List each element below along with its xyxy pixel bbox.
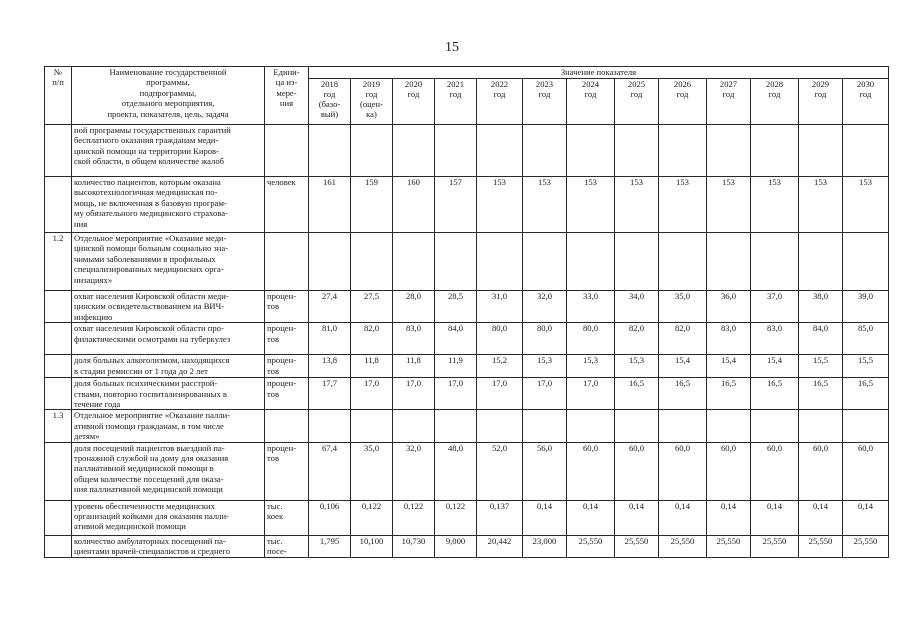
indicator-value: 28,0 (393, 291, 435, 323)
indicator-value: 0,122 (351, 500, 393, 535)
indicator-value: 82,0 (351, 323, 393, 355)
indicator-name: доля больных алкоголизмом, находящихся в стадии ремиссии от 1 года до 2 лет (72, 355, 265, 378)
header-year: 2028 год (751, 79, 799, 125)
indicator-value (659, 125, 707, 177)
indicator-value: 9,000 (435, 535, 477, 557)
indicator-name: Отдельное мероприятие «Оказание палли- ативной помощи гражданам, в том числе детям» (72, 410, 265, 442)
indicator-value: 28,5 (435, 291, 477, 323)
header-year: 2029 год (799, 79, 843, 125)
indicator-value (707, 233, 751, 291)
header-year: 2022 год (477, 79, 523, 125)
indicator-value: 83,0 (393, 323, 435, 355)
indicator-value: 25,550 (799, 535, 843, 557)
indicator-value (707, 410, 751, 442)
indicator-value (659, 233, 707, 291)
indicator-value: 85,0 (843, 323, 889, 355)
indicator-value: 15,3 (567, 355, 615, 378)
indicator-value: 15,5 (799, 355, 843, 378)
indicator-value: 15,4 (751, 355, 799, 378)
indicator-value: 32,0 (393, 442, 435, 500)
unit-of-measure (265, 125, 309, 177)
indicator-value: 0,122 (435, 500, 477, 535)
indicator-value: 31,0 (477, 291, 523, 323)
indicator-value: 0,14 (523, 500, 567, 535)
indicator-value: 15,3 (523, 355, 567, 378)
indicator-value: 153 (567, 177, 615, 233)
indicator-name: охват населения Кировской области про- филактическими осмотрами на туберкулез (72, 323, 265, 355)
indicator-value: 16,5 (751, 378, 799, 410)
header-year: 2021 год (435, 79, 477, 125)
indicator-value: 80,0 (567, 323, 615, 355)
indicator-value: 11,8 (351, 355, 393, 378)
header-name: Наименование государственной программы, подпрограммы, отдельного мероприятия, проекта, показателя, цель, задача (72, 67, 265, 125)
indicator-value: 67,4 (309, 442, 351, 500)
unit-of-measure: процен- тов (265, 323, 309, 355)
indicator-value: 153 (799, 177, 843, 233)
indicator-value: 80,0 (477, 323, 523, 355)
row-number: 1.3 (45, 410, 72, 442)
indicator-value: 17,0 (351, 378, 393, 410)
row-number (45, 355, 72, 378)
indicator-value: 15,3 (615, 355, 659, 378)
indicator-value (435, 233, 477, 291)
indicator-value (523, 410, 567, 442)
indicator-table (44, 66, 889, 558)
indicator-value: 84,0 (799, 323, 843, 355)
indicator-value: 16,5 (799, 378, 843, 410)
indicator-name: количество пациентов, которым оказана высокотехнологичная медицинская по- мощь, не включенная в базовую програм- му обязательного медицинского страхова- ния (72, 177, 265, 233)
indicator-value: 16,5 (707, 378, 751, 410)
indicator-value: 157 (435, 177, 477, 233)
indicator-value: 1,795 (309, 535, 351, 557)
indicator-value: 27,5 (351, 291, 393, 323)
indicator-value: 160 (393, 177, 435, 233)
indicator-value (477, 125, 523, 177)
unit-of-measure: тыс. коек (265, 500, 309, 535)
indicator-value (435, 410, 477, 442)
row-number (45, 378, 72, 410)
indicator-value: 48,0 (435, 442, 477, 500)
indicator-value: 0,14 (615, 500, 659, 535)
table-row (45, 378, 889, 410)
indicator-value (843, 125, 889, 177)
row-number: 1.2 (45, 233, 72, 291)
unit-of-measure (265, 233, 309, 291)
table-row (45, 291, 889, 323)
indicator-value: 15,4 (659, 355, 707, 378)
indicator-value (477, 410, 523, 442)
indicator-value (351, 125, 393, 177)
indicator-value: 80,0 (523, 323, 567, 355)
indicator-value: 37,0 (751, 291, 799, 323)
indicator-value (843, 233, 889, 291)
table-row (45, 535, 889, 557)
indicator-value: 32,0 (523, 291, 567, 323)
row-number (45, 323, 72, 355)
indicator-value: 161 (309, 177, 351, 233)
indicator-value: 0,14 (707, 500, 751, 535)
indicator-value (799, 410, 843, 442)
row-number (45, 535, 72, 557)
indicator-value: 0,14 (799, 500, 843, 535)
header-year: 2024 год (567, 79, 615, 125)
indicator-value: 25,550 (567, 535, 615, 557)
indicator-value: 153 (615, 177, 659, 233)
indicator-value: 16,5 (615, 378, 659, 410)
indicator-value (751, 233, 799, 291)
indicator-value: 60,0 (843, 442, 889, 500)
indicator-value: 60,0 (659, 442, 707, 500)
indicator-value: 60,0 (615, 442, 659, 500)
page-number: 15 (445, 40, 459, 55)
indicator-value: 17,0 (567, 378, 615, 410)
indicator-value: 11,9 (435, 355, 477, 378)
indicator-value: 27,4 (309, 291, 351, 323)
indicator-value (393, 410, 435, 442)
indicator-value: 17,0 (523, 378, 567, 410)
indicator-value: 153 (659, 177, 707, 233)
table-row (45, 125, 889, 177)
header-year: 2025 год (615, 79, 659, 125)
indicator-value (615, 410, 659, 442)
indicator-value: 84,0 (435, 323, 477, 355)
header-year: 2023 год (523, 79, 567, 125)
header-year: 2027 год (707, 79, 751, 125)
header-unit: Едини- ца из- мере- ния (265, 67, 309, 125)
indicator-value: 81,0 (309, 323, 351, 355)
indicator-value: 82,0 (615, 323, 659, 355)
indicator-value (477, 233, 523, 291)
indicator-value (751, 125, 799, 177)
header-num: № п/п (45, 67, 72, 125)
indicator-value: 0,137 (477, 500, 523, 535)
indicator-name: доля больных психическими расстрой- ствами, повторно госпитализированных в течение года (72, 378, 265, 410)
header-year: 2026 год (659, 79, 707, 125)
unit-of-measure: процен- тов (265, 378, 309, 410)
indicator-name: уровень обеспеченности медицинских организаций койками для оказания палли- ативной медицинской помощи (72, 500, 265, 535)
indicator-value: 25,550 (843, 535, 889, 557)
header-year: 2019 год (оцен- ка) (351, 79, 393, 125)
indicator-value: 10,730 (393, 535, 435, 557)
indicator-value: 34,0 (615, 291, 659, 323)
unit-of-measure: процен- тов (265, 442, 309, 500)
indicator-name: Отдельное мероприятие «Оказание меди- цинской помощи больным социально зна- чимыми заболеваниями в профильных специализированных медицинских орга- низациях» (72, 233, 265, 291)
indicator-value: 83,0 (751, 323, 799, 355)
row-number (45, 177, 72, 233)
indicator-value: 25,550 (659, 535, 707, 557)
indicator-value (351, 410, 393, 442)
indicator-value: 52,0 (477, 442, 523, 500)
indicator-value: 20,442 (477, 535, 523, 557)
table-row (45, 442, 889, 500)
indicator-value (435, 125, 477, 177)
indicator-value (393, 125, 435, 177)
indicator-value: 15,5 (843, 355, 889, 378)
indicator-value: 17,0 (435, 378, 477, 410)
indicator-value (707, 125, 751, 177)
indicator-value: 15,4 (707, 355, 751, 378)
indicator-value: 153 (523, 177, 567, 233)
table-row (45, 355, 889, 378)
indicator-value: 15,2 (477, 355, 523, 378)
indicator-value (351, 233, 393, 291)
row-number (45, 500, 72, 535)
indicator-value: 60,0 (799, 442, 843, 500)
indicator-value: 25,550 (615, 535, 659, 557)
indicator-value (567, 233, 615, 291)
table-row (45, 177, 889, 233)
table-row (45, 323, 889, 355)
indicator-value (567, 410, 615, 442)
indicator-value (309, 410, 351, 442)
indicator-value: 39,0 (843, 291, 889, 323)
indicator-value: 153 (707, 177, 751, 233)
indicator-value: 25,550 (751, 535, 799, 557)
indicator-value: 0,106 (309, 500, 351, 535)
header-values-group: Значение показателя (309, 67, 889, 79)
indicator-name: количество амбулаторных посещений па- циентами врачей-специалистов и среднего (72, 535, 265, 557)
indicator-value: 0,14 (659, 500, 707, 535)
unit-of-measure: тыс. посе- (265, 535, 309, 557)
indicator-value: 60,0 (751, 442, 799, 500)
indicator-value (799, 233, 843, 291)
indicator-value (615, 233, 659, 291)
table-row (45, 233, 889, 291)
indicator-value: 35,0 (351, 442, 393, 500)
indicator-value (309, 125, 351, 177)
indicator-value: 17,0 (393, 378, 435, 410)
indicator-value (523, 125, 567, 177)
indicator-value (567, 125, 615, 177)
table-row (45, 500, 889, 535)
unit-of-measure: человек (265, 177, 309, 233)
indicator-value (615, 125, 659, 177)
indicator-name: ной программы государственных гарантий бесплатного оказания гражданам меди- цинской помощи на территории Киров- ской области, в общем количестве жалоб (72, 125, 265, 177)
indicator-value: 82,0 (659, 323, 707, 355)
indicator-value: 17,0 (477, 378, 523, 410)
indicator-value: 0,14 (567, 500, 615, 535)
header-year: 2030 год (843, 79, 889, 125)
indicator-value: 23,000 (523, 535, 567, 557)
indicator-value (393, 233, 435, 291)
indicator-value: 13,8 (309, 355, 351, 378)
indicator-value: 60,0 (707, 442, 751, 500)
indicator-value: 16,5 (659, 378, 707, 410)
row-number (45, 291, 72, 323)
row-number (45, 125, 72, 177)
indicator-value: 16,5 (843, 378, 889, 410)
indicator-value: 153 (843, 177, 889, 233)
table-row (45, 410, 889, 442)
indicator-value (309, 233, 351, 291)
indicator-value: 56,0 (523, 442, 567, 500)
indicator-value (523, 233, 567, 291)
indicator-value: 10,100 (351, 535, 393, 557)
indicator-value: 83,0 (707, 323, 751, 355)
indicator-value: 38,0 (799, 291, 843, 323)
unit-of-measure: процен- тов (265, 291, 309, 323)
indicator-value: 25,550 (707, 535, 751, 557)
row-number (45, 442, 72, 500)
indicator-value: 17,7 (309, 378, 351, 410)
indicator-value (799, 125, 843, 177)
indicator-value: 11,8 (393, 355, 435, 378)
indicator-value (659, 410, 707, 442)
indicator-name: доля посещений пациентов выездной па- тронажной службой на дому для оказания паллиативной медицинской помощи в общем количестве посещений для оказа- ния паллиативной медицинской помощи (72, 442, 265, 500)
unit-of-measure: процен- тов (265, 355, 309, 378)
header-year: 2018 год (базо- вый) (309, 79, 351, 125)
indicator-value: 0,14 (751, 500, 799, 535)
indicator-name: охват населения Кировской области меди- цинским освидетельствованием на ВИЧ- инфекцию (72, 291, 265, 323)
indicator-value: 36,0 (707, 291, 751, 323)
indicator-value: 0,122 (393, 500, 435, 535)
indicator-value (843, 410, 889, 442)
indicator-value: 0,14 (843, 500, 889, 535)
indicator-value: 153 (477, 177, 523, 233)
indicator-value (751, 410, 799, 442)
indicator-value: 159 (351, 177, 393, 233)
indicator-value: 33,0 (567, 291, 615, 323)
unit-of-measure (265, 410, 309, 442)
indicator-value: 153 (751, 177, 799, 233)
indicator-value: 60,0 (567, 442, 615, 500)
header-year: 2020 год (393, 79, 435, 125)
indicator-value: 35,0 (659, 291, 707, 323)
